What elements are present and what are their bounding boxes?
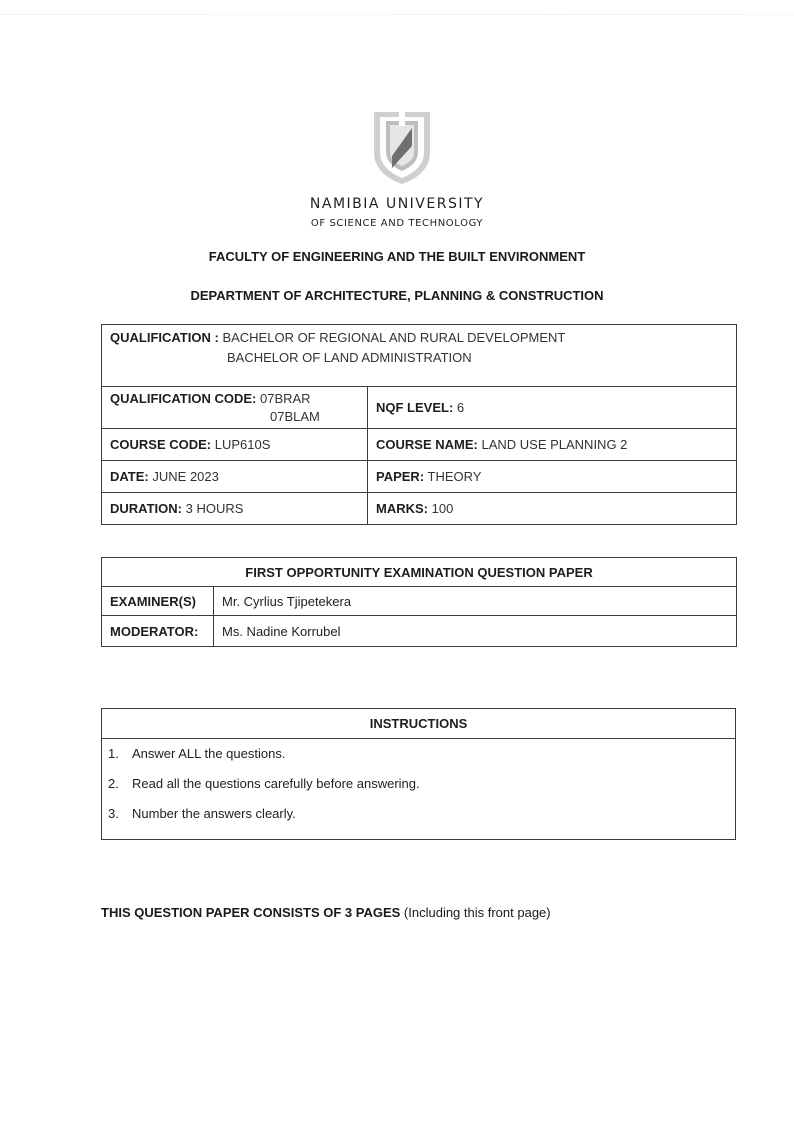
examiner-row	[102, 587, 737, 616]
instructions-items-cell	[102, 739, 736, 840]
qualification-code-1: 07BRAR	[259, 390, 311, 406]
instructions-title-row	[102, 709, 736, 739]
qualification-value-1: BACHELOR OF REGIONAL AND RURAL DEVELOPMENT	[222, 330, 566, 345]
qualification-label: QUALIFICATION :	[110, 330, 219, 345]
paper-value: THEORY	[427, 469, 482, 484]
instructions-table	[101, 708, 736, 840]
date-row	[102, 461, 737, 493]
course-code-value: LUP610S	[214, 437, 271, 452]
marks-label: MARKS:	[376, 501, 428, 516]
qualification-row	[102, 325, 737, 387]
course-code-label: COURSE CODE:	[110, 437, 212, 452]
duration-value: 3 HOURS	[185, 501, 244, 516]
qualification-cell	[102, 325, 737, 387]
marks-cell	[368, 493, 737, 525]
instructions-list	[108, 743, 729, 833]
duration-cell	[102, 493, 368, 525]
moderator-value: Ms. Nadine Korrubel	[214, 616, 737, 647]
examiner-table	[101, 557, 737, 647]
course-details-table	[101, 324, 737, 525]
paper-label: PAPER:	[376, 469, 425, 484]
duration-row	[102, 493, 737, 525]
moderator-row	[102, 616, 737, 647]
paper-cell	[368, 461, 737, 493]
university-logo	[368, 108, 436, 186]
nqf-level-cell	[368, 387, 737, 429]
date-label: DATE:	[110, 469, 149, 484]
instruction-number: 1.	[108, 746, 119, 761]
instruction-item	[108, 773, 729, 803]
examiner-value: Mr. Cyrlius Tjipetekera	[214, 587, 737, 616]
instruction-number: 2.	[108, 776, 119, 791]
qualification-code-2: 07BLAM	[270, 408, 320, 424]
instruction-text: Read all the questions carefully before answering.	[132, 776, 420, 791]
date-cell	[102, 461, 368, 493]
instructions-items-row	[102, 739, 736, 840]
instruction-item	[108, 743, 729, 773]
date-value: JUNE 2023	[152, 469, 219, 484]
page-count-note	[101, 905, 551, 920]
marks-value: 100	[431, 501, 454, 516]
examiner-label: EXAMINER(S)	[102, 587, 214, 616]
department-heading: DEPARTMENT OF ARCHITECTURE, PLANNING & CONSTRUCTION	[190, 288, 604, 303]
moderator-label: MODERATOR:	[102, 616, 214, 647]
course-row	[102, 429, 737, 461]
instruction-text: Answer ALL the questions.	[132, 746, 286, 761]
course-name-cell	[368, 429, 737, 461]
faculty-heading: FACULTY OF ENGINEERING AND THE BUILT ENVIRONMENT	[208, 249, 586, 264]
course-name-value: LAND USE PLANNING 2	[481, 437, 628, 452]
duration-label: DURATION:	[110, 501, 182, 516]
scan-edge-line	[0, 14, 794, 15]
course-name-label: COURSE NAME:	[376, 437, 478, 452]
instruction-text: Number the answers clearly.	[132, 806, 296, 821]
instruction-item	[108, 803, 729, 833]
nqf-level-value: 6	[456, 400, 465, 415]
exam-title-row	[102, 558, 737, 587]
qualification-value-2: BACHELOR OF LAND ADMINISTRATION	[227, 350, 472, 365]
qualification-code-label: QUALIFICATION CODE:	[110, 390, 257, 406]
page-count-normal: (Including this front page)	[403, 905, 551, 920]
instruction-number: 3.	[108, 806, 119, 821]
page-count-bold: THIS QUESTION PAPER CONSISTS OF 3 PAGES	[101, 905, 401, 920]
course-code-cell	[102, 429, 368, 461]
qualification-code-row	[102, 387, 737, 429]
instructions-title: INSTRUCTIONS	[102, 709, 736, 739]
university-name: NAMIBIA UNIVERSITY	[309, 196, 485, 212]
nqf-level-label: NQF LEVEL:	[376, 400, 454, 415]
exam-title: FIRST OPPORTUNITY EXAMINATION QUESTION PAPER	[102, 558, 737, 587]
qualification-code-cell	[102, 387, 368, 429]
university-subtitle: OF SCIENCE AND TECHNOLOGY	[310, 218, 484, 229]
